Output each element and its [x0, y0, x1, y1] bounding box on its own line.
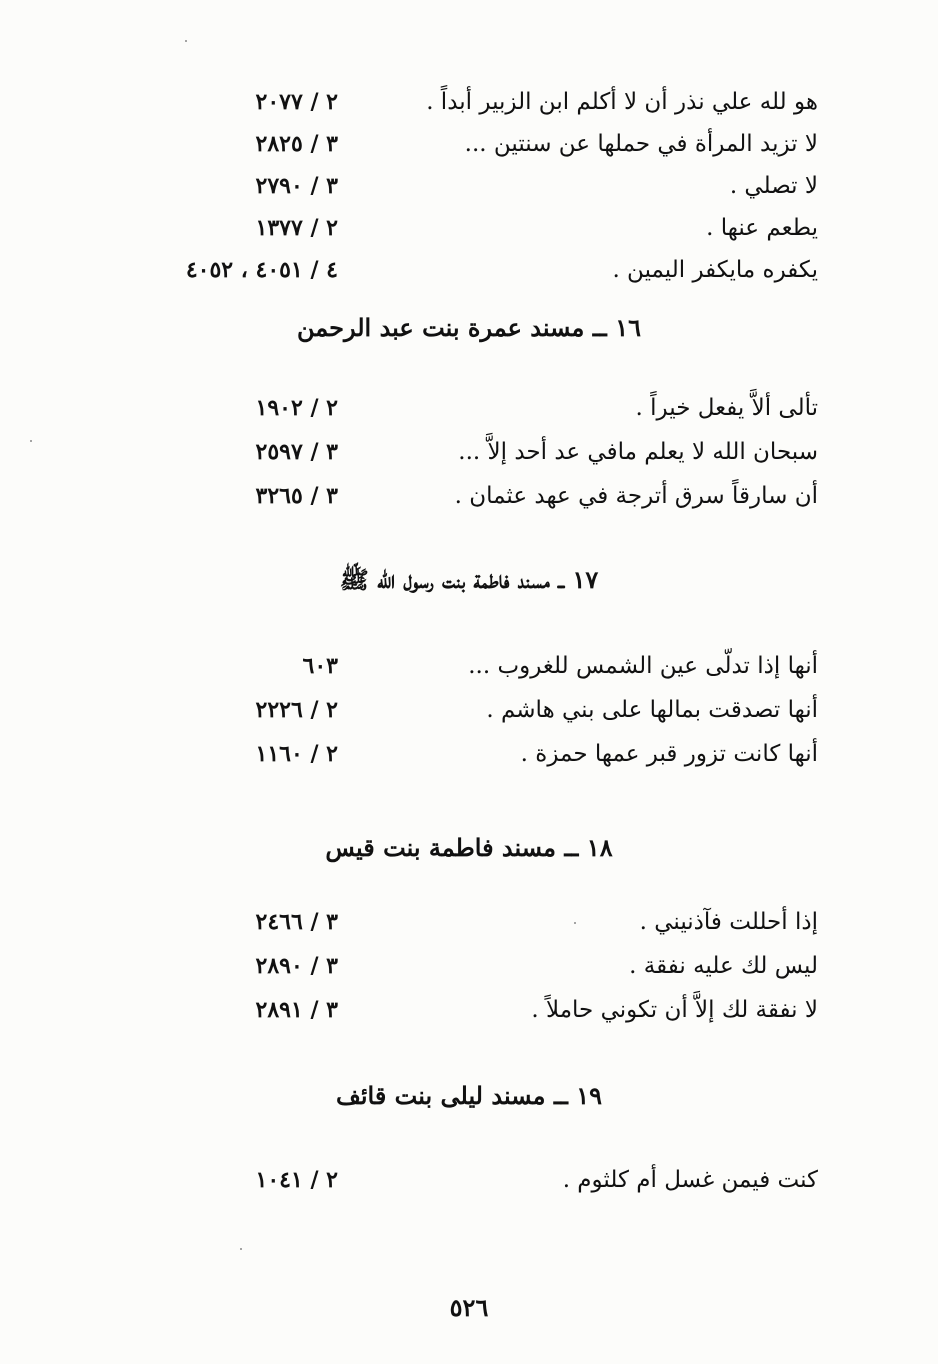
entry-reference: ٢ / ١١٦٠ [255, 741, 338, 767]
entry-reference: ٣ / ٢٧٩٠ [255, 173, 338, 199]
section-heading: ١٩ ــ مسند ليلى بنت قائف [335, 1081, 603, 1110]
list-item [0, 646, 938, 686]
list-item [0, 166, 938, 206]
list-item [0, 690, 938, 730]
list-item [0, 250, 938, 290]
entry-text: لا نفقة لك إلاَّ أن تكوني حاملاً . [531, 997, 818, 1023]
list-item [0, 990, 938, 1030]
list-item [0, 432, 938, 472]
entry-reference: ٢ / ٢٠٧٧ [255, 89, 338, 115]
entry-reference: ٣ / ٢٨٩٠ [255, 953, 338, 979]
list-item [0, 124, 938, 164]
entry-text: سبحان الله لا يعلم مافي عد أحد إلاَّ ... [458, 439, 818, 465]
entry-reference: ٤ / ٤٠٥١ ، ٤٠٥٢ [185, 257, 338, 283]
list-item [0, 208, 938, 248]
entry-reference: ٦٠٣ [302, 653, 338, 679]
entry-text: أن سارقاً سرق أترجة في عهد عثمان . [454, 483, 818, 509]
list-item [0, 82, 938, 122]
entry-reference: ٢ / ١٣٧٧ [255, 215, 338, 241]
list-item [0, 476, 938, 516]
entry-reference: ٢ / ١٠٤١ [255, 1167, 338, 1193]
entry-text: ليس لك عليه نفقة . [629, 953, 818, 979]
entry-reference: ٢ / ٢٢٢٦ [255, 697, 338, 723]
entry-text: تألى ألاَّ يفعل خيراً . [635, 395, 818, 421]
entry-text: إذا أحللت فآذنيني . [639, 909, 818, 935]
entry-text: أنها كانت تزور قبر عمها حمزة . [520, 741, 818, 767]
list-item [0, 388, 938, 428]
entry-text: لا تصلي . [729, 173, 818, 199]
entry-reference: ٣ / ٢٤٦٦ [255, 909, 338, 935]
scan-speck [185, 40, 187, 42]
list-item [0, 734, 938, 774]
entry-text: أنها إذا تدلّى عين الشمس للغروب ... [468, 653, 818, 679]
scan-speck [30, 440, 32, 442]
entry-text: أنها تصدقت بمالها على بني هاشم . [486, 697, 818, 723]
list-item [0, 1160, 938, 1200]
entry-text: لا تزيد المرأة في حملها عن سنتين ... [464, 131, 818, 157]
scan-speck [574, 922, 576, 924]
entry-text: يكفره مايكفر اليمين . [612, 257, 818, 283]
entry-reference: ٣ / ٢٥٩٧ [255, 439, 338, 465]
entry-text: كنت فيمن غسل أم كلثوم . [562, 1167, 818, 1193]
list-item [0, 946, 938, 986]
list-item [0, 902, 938, 942]
entry-text: هو لله علي نذر أن لا أكلم ابن الزبير أبداً . [426, 89, 818, 115]
section-heading: ١٧ ــ مسند فاطمة بنت رسول الله ﷺ [339, 565, 599, 594]
entry-reference: ٣ / ٢٨٢٥ [255, 131, 338, 157]
entry-reference: ٣ / ٢٨٩١ [255, 997, 338, 1023]
section-heading: ١٨ ــ مسند فاطمة بنت قيس [325, 833, 613, 862]
entry-reference: ٢ / ١٩٠٢ [255, 395, 338, 421]
page-number: ٥٢٦ [449, 1293, 489, 1322]
entry-text: يطعم عنها . [706, 215, 818, 241]
entry-reference: ٣ / ٣٢٦٥ [255, 483, 338, 509]
scan-speck [240, 1248, 242, 1250]
section-heading: ١٦ ــ مسند عمرة بنت عبد الرحمن [297, 313, 641, 342]
